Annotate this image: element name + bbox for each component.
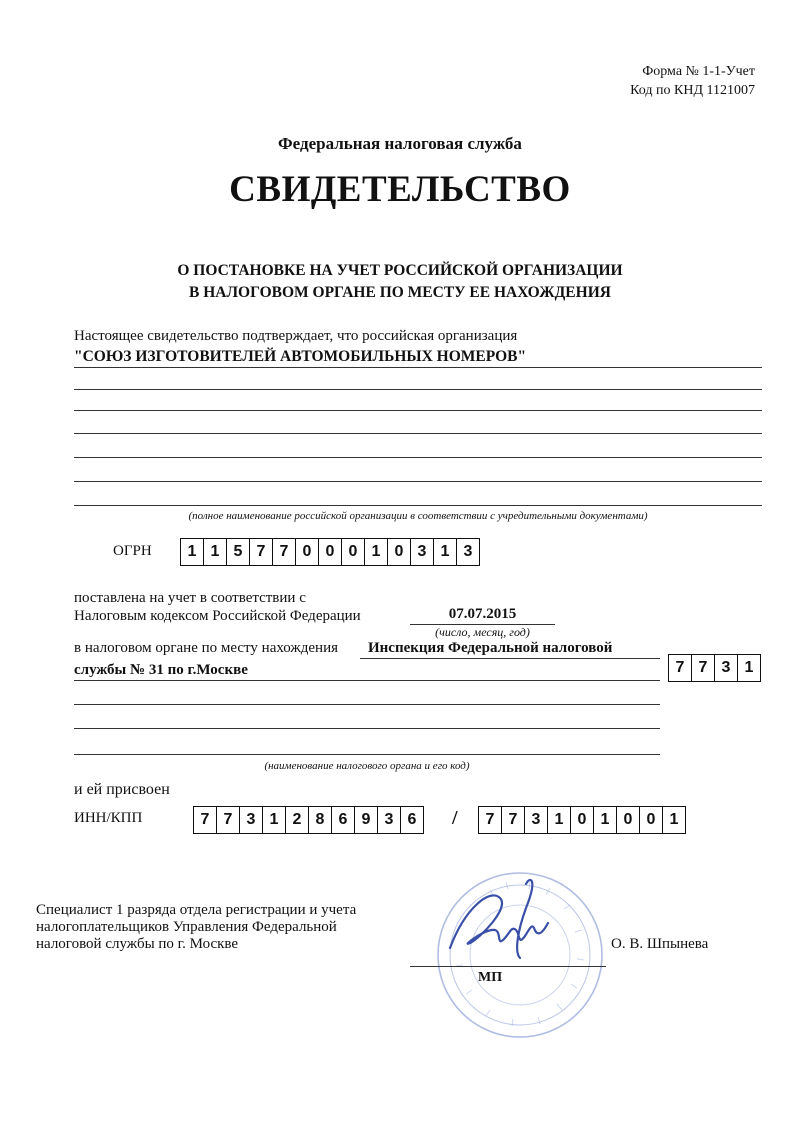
inn-digit: 3: [240, 807, 263, 833]
signature-mark: [430, 868, 570, 978]
ogrn-digit: 3: [411, 539, 434, 565]
subtitle-line-1: О ПОСТАНОВКЕ НА УЧЕТ РОССИЙСКОЙ ОРГАНИЗАЦИИ: [177, 262, 623, 279]
kpp-digit: 1: [548, 807, 571, 833]
document-subtitle: [160, 260, 640, 304]
inn-digit: 1: [263, 807, 286, 833]
tax-code-digit: 3: [715, 655, 738, 681]
kpp-digit: 0: [571, 807, 594, 833]
inn-digit: 7: [194, 807, 217, 833]
org-line-6: [74, 481, 762, 482]
ogrn-digit: 7: [273, 539, 296, 565]
inn-boxes: [193, 806, 424, 834]
tax-code-digit: 1: [744, 659, 754, 676]
inn-kpp-label: ИНН/КПП: [74, 810, 143, 826]
tax-authority-name-2: службы № 31 по г.Москве: [74, 662, 248, 678]
tax-authority-caption: (наименование налогового органа и его код): [264, 760, 470, 772]
signature-line: [410, 966, 606, 967]
tax-authority-line-2: [74, 680, 660, 681]
ogrn-digit: 7: [250, 539, 273, 565]
signatory-position-line-1: Специалист 1 разряда отдела регистрации и учета: [36, 902, 357, 918]
ogrn-digit: 0: [319, 539, 342, 565]
tax-code-digit: 7: [669, 655, 692, 681]
inn-digit: 3: [378, 807, 401, 833]
signatory-position-line-2: налогоплательщиков Управления Федеральной: [36, 919, 337, 935]
document-title: СВИДЕТЕЛЬСТВО: [229, 169, 571, 210]
ogrn-label: ОГРН: [113, 543, 152, 559]
tax-authority-line-3: [74, 704, 660, 705]
tax-authority-line-5: [74, 754, 660, 755]
stamp-mark-label: МП: [478, 970, 503, 985]
org-line-1: [74, 367, 762, 368]
org-line-7: [74, 505, 762, 506]
registration-line-2: Налоговым кодексом Российской Федерации: [74, 608, 361, 624]
inn-digit: 8: [309, 807, 332, 833]
signatory-position-line-3: налоговой службы по г. Москве: [36, 936, 239, 952]
kpp-digit: 0: [640, 807, 663, 833]
ogrn-digit: 0: [296, 539, 319, 565]
kpp-digit: 3: [525, 807, 548, 833]
organization-name: "СОЮЗ ИЗГОТОВИТЕЛЕЙ АВТОМОБИЛЬНЫХ НОМЕРОВ": [74, 348, 527, 365]
inn-digit: 6: [332, 807, 355, 833]
org-line-5: [74, 457, 762, 458]
ogrn-digit: 1: [365, 539, 388, 565]
date-caption: (число, месяц, год): [435, 625, 530, 639]
tax-authority-name-1: Инспекция Федеральной налоговой: [368, 640, 613, 656]
signatory-position: [36, 902, 356, 953]
organization-caption: (полное наименование российской организации в соответствии с учредительными документами): [188, 510, 648, 522]
kpp-digit: 0: [617, 807, 640, 833]
tax-authority-label: в налоговом органе по месту нахождения: [74, 640, 339, 656]
kpp-digit: 7: [502, 807, 525, 833]
subtitle-line-2: В НАЛОГОВОМ ОРГАНЕ ПО МЕСТУ ЕЕ НАХОЖДЕНИЯ: [189, 284, 611, 301]
kpp-digit: 1: [669, 811, 679, 828]
org-line-4: [74, 433, 762, 434]
registration-line-1: поставлена на учет в соответствии с: [74, 590, 306, 606]
tax-code-digit: 7: [692, 655, 715, 681]
form-header: [630, 62, 755, 100]
form-number: Форма № 1-1-Учет: [642, 64, 755, 79]
intro-text: Настоящее свидетельство подтверждает, что российская организация: [74, 328, 518, 344]
kpp-boxes: [478, 806, 686, 834]
tax-authority-line-1: [360, 658, 660, 659]
inn-digit: 6: [407, 811, 417, 828]
inn-kpp-separator: /: [452, 807, 458, 829]
registration-date: 07.07.2015: [448, 606, 517, 622]
ogrn-digit: 1: [181, 539, 204, 565]
tax-authority-code-boxes: [668, 654, 761, 682]
ogrn-digit: 0: [342, 539, 365, 565]
ogrn-digit: 1: [434, 539, 457, 565]
authority-name: Федеральная налоговая служба: [278, 134, 522, 153]
ogrn-digit: 1: [204, 539, 227, 565]
ogrn-digit: 0: [388, 539, 411, 565]
kpp-digit: 7: [479, 807, 502, 833]
assigned-text: и ей присвоен: [74, 781, 170, 798]
org-line-3: [74, 410, 762, 411]
signatory-name: О. В. Шпынева: [611, 936, 709, 952]
ogrn-digit: 5: [227, 539, 250, 565]
inn-digit: 7: [217, 807, 240, 833]
org-line-2: [74, 389, 762, 390]
knd-code: Код по КНД 1121007: [630, 83, 755, 98]
inn-digit: 9: [355, 807, 378, 833]
tax-authority-line-4: [74, 728, 660, 729]
ogrn-boxes: [180, 538, 480, 566]
inn-digit: 2: [286, 807, 309, 833]
kpp-digit: 1: [594, 807, 617, 833]
ogrn-digit: 3: [463, 543, 473, 560]
